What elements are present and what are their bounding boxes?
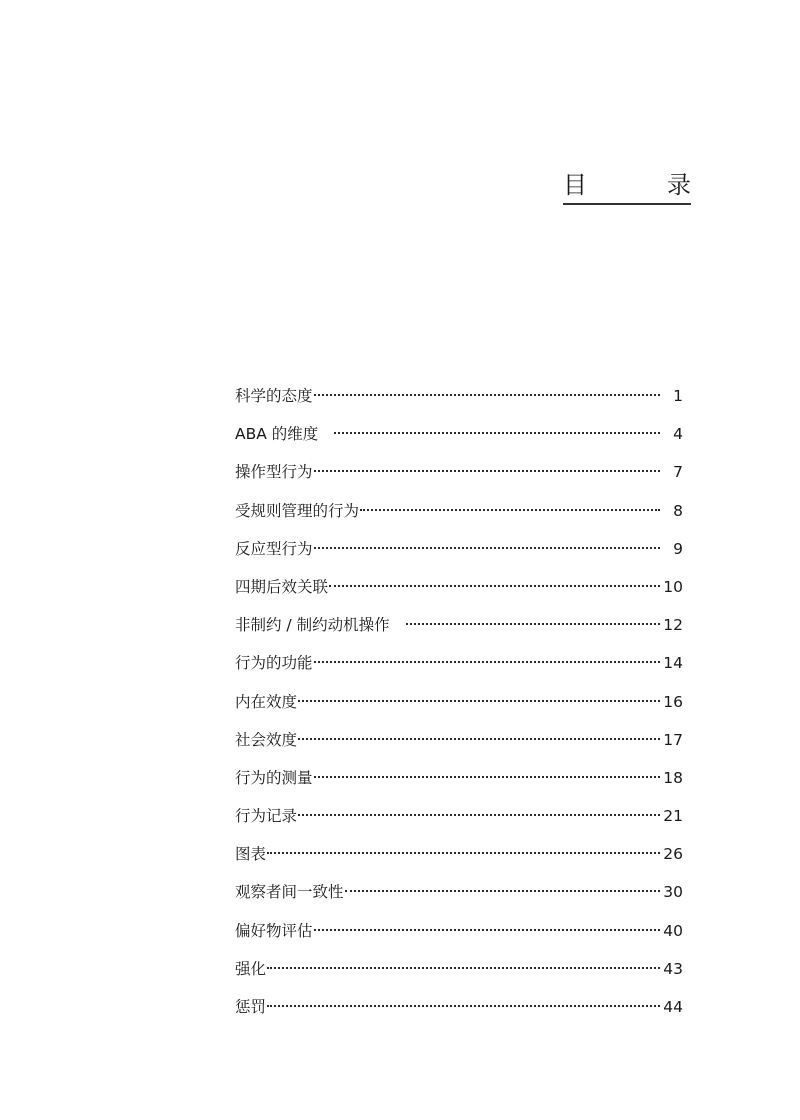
toc-entry-page: 43 xyxy=(663,959,683,978)
toc-entry-title: 偏好物评估 xyxy=(235,921,313,940)
toc-entry-title: 操作型行为 xyxy=(235,463,313,482)
toc-entry-title: 非制约 / 制约动机操作 xyxy=(235,616,390,635)
toc-dot-leader xyxy=(314,929,660,931)
toc-dot-leader xyxy=(314,547,660,549)
toc-entry[interactable] xyxy=(235,915,683,953)
toc-entry-page: 9 xyxy=(673,539,683,558)
toc-heading-underline xyxy=(563,203,691,205)
toc-entry-title: 社会效度 xyxy=(235,730,298,749)
toc-dot-leader xyxy=(298,700,660,702)
toc-entry[interactable] xyxy=(235,418,683,456)
toc-entry[interactable] xyxy=(235,571,683,609)
toc-entry-title: 行为的测量 xyxy=(235,768,313,787)
toc-dot-leader xyxy=(267,852,660,854)
toc-entry-title: 图表 xyxy=(235,845,267,864)
toc-entry-page: 17 xyxy=(663,730,683,749)
toc-entry-page: 30 xyxy=(663,883,683,902)
toc-entry[interactable] xyxy=(235,495,683,533)
toc-entry-page: 40 xyxy=(663,921,683,940)
toc-entry[interactable] xyxy=(235,686,683,724)
toc-entry[interactable] xyxy=(235,456,683,494)
toc-entry-title: 受规则管理的行为 xyxy=(235,501,360,520)
toc-dot-leader xyxy=(360,509,660,511)
toc-entry-page: 16 xyxy=(663,692,683,711)
toc-entry-title: 内在效度 xyxy=(235,692,298,711)
toc-entry-title: 行为的功能 xyxy=(235,654,313,673)
toc-entry[interactable] xyxy=(235,800,683,838)
toc-entry-title: 行为记录 xyxy=(235,807,298,826)
toc-entry-title: 科学的态度 xyxy=(235,387,313,405)
toc-entry-page: 14 xyxy=(663,654,683,673)
toc-entry[interactable] xyxy=(235,762,683,800)
toc-entry[interactable] xyxy=(235,876,683,914)
toc-entry-title: 四期后效关联 xyxy=(235,577,329,596)
toc-entry-title: 惩罚 xyxy=(235,998,267,1016)
toc-entry-title: 反应型行为 xyxy=(235,539,313,558)
toc-entry-page: 1 xyxy=(673,387,683,405)
toc-entry[interactable] xyxy=(235,838,683,876)
toc-heading-char-right: 录 xyxy=(667,171,691,199)
toc-dot-leader xyxy=(345,890,660,892)
toc-entry-title: 强化 xyxy=(235,959,267,978)
toc-entry[interactable] xyxy=(235,380,683,418)
toc-dot-leader xyxy=(314,470,660,472)
toc-dot-leader xyxy=(314,776,660,778)
toc-dot-leader xyxy=(406,623,660,625)
toc-entry-page: 26 xyxy=(663,845,683,864)
toc-dot-leader xyxy=(334,432,660,434)
toc-entry-page: 8 xyxy=(673,501,683,520)
toc-entry-page: 4 xyxy=(673,425,683,444)
toc-entry-page: 10 xyxy=(663,577,683,596)
toc-entry-page: 7 xyxy=(673,463,683,482)
toc-entry-page: 18 xyxy=(663,768,683,787)
toc-list xyxy=(235,380,683,1029)
toc-entry[interactable] xyxy=(235,953,683,991)
toc-dot-leader xyxy=(314,661,660,663)
toc-heading xyxy=(563,170,691,200)
toc-entry[interactable] xyxy=(235,647,683,685)
toc-dot-leader xyxy=(267,1005,660,1007)
toc-entry[interactable] xyxy=(235,609,683,647)
toc-entry[interactable] xyxy=(235,533,683,571)
toc-dot-leader xyxy=(329,585,660,587)
toc-entry-page: 44 xyxy=(663,998,683,1016)
toc-entry-title: 观察者间一致性 xyxy=(235,883,344,902)
toc-entry[interactable] xyxy=(235,724,683,762)
toc-entry-title: ABA 的维度 xyxy=(235,425,319,444)
toc-dot-leader xyxy=(314,394,660,396)
toc-dot-leader xyxy=(298,814,660,816)
toc-heading-char-left: 目 xyxy=(563,171,587,199)
toc-entry-page: 12 xyxy=(663,616,683,635)
toc-entry-page: 21 xyxy=(663,807,683,826)
toc-dot-leader xyxy=(267,967,660,969)
toc-entry[interactable] xyxy=(235,991,683,1029)
toc-dot-leader xyxy=(298,738,660,740)
